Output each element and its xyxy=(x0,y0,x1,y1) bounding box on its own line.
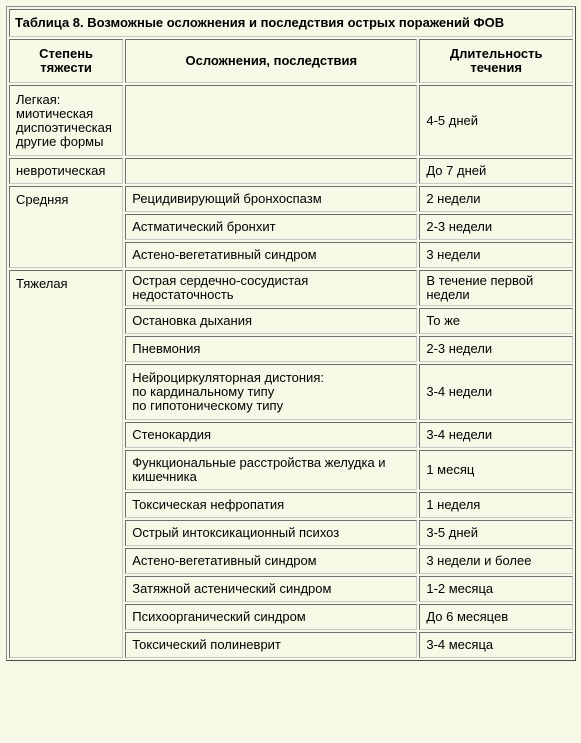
complication-cell xyxy=(125,270,417,306)
table-caption: Таблица 8. Возможные осложнения и последствия острых поражений ФОВ xyxy=(9,9,573,37)
severity-cell-line: другие формы xyxy=(16,133,104,149)
duration-cell-line: В течение первой xyxy=(426,273,534,288)
complication-cell-line: Пневмония xyxy=(132,341,201,356)
duration-cell-line: 2-3 недели xyxy=(426,219,493,234)
severity-cell-line: Средняя xyxy=(16,192,69,207)
complication-cell-line: Стенокардия xyxy=(132,427,212,442)
complication-cell-line: Токсическая нефропатия xyxy=(132,497,285,512)
duration-cell xyxy=(419,422,573,448)
header-duration-line: течения xyxy=(470,60,522,75)
header-complications-line: Осложнения, последствия xyxy=(185,53,358,68)
complication-cell xyxy=(125,422,417,448)
complication-cell xyxy=(125,158,417,184)
complication-cell-line: по гипотоническому типу xyxy=(132,398,284,413)
complication-cell-line: Функциональные расстройства желудка и xyxy=(132,455,386,470)
duration-cell-line: недели xyxy=(426,287,470,302)
severity-cell-line: диспоэтическая xyxy=(16,119,112,135)
severity-cell xyxy=(9,186,123,268)
severity-cell xyxy=(9,270,123,658)
complication-cell xyxy=(125,492,417,518)
duration-cell xyxy=(419,632,573,658)
duration-cell xyxy=(419,492,573,518)
table-row xyxy=(9,158,573,184)
duration-cell-line: То же xyxy=(426,313,461,328)
duration-cell xyxy=(419,548,573,574)
duration-cell-line: 3 недели xyxy=(426,247,481,262)
complication-cell-line: Астматический бронхит xyxy=(132,219,276,234)
duration-cell xyxy=(419,214,573,240)
complication-cell-line: кишечника xyxy=(132,469,197,484)
header-complications xyxy=(125,39,417,83)
duration-cell-line: 3-4 месяца xyxy=(426,637,494,652)
duration-cell xyxy=(419,450,573,490)
table-row xyxy=(9,186,573,212)
complication-cell xyxy=(125,576,417,602)
duration-cell-line: 1 неделя xyxy=(426,497,481,512)
duration-cell xyxy=(419,576,573,602)
header-duration-line: Длительность xyxy=(449,46,543,61)
duration-cell xyxy=(419,158,573,184)
duration-cell xyxy=(419,520,573,546)
complication-cell xyxy=(125,308,417,334)
duration-cell-line: 2-3 недели xyxy=(426,341,493,356)
duration-cell-line: 3-4 недели xyxy=(426,384,493,399)
complication-cell xyxy=(125,520,417,546)
duration-cell xyxy=(419,242,573,268)
complication-cell-line: Остановка дыхания xyxy=(132,313,252,328)
complications-table xyxy=(6,6,576,661)
table-row xyxy=(9,270,573,306)
header-row xyxy=(9,39,573,83)
severity-cell-line: миотическая xyxy=(16,105,94,121)
severity-cell xyxy=(9,85,123,156)
severity-cell-line: Тяжелая xyxy=(16,276,68,291)
complication-cell xyxy=(125,632,417,658)
complication-cell-line: Токсический полиневрит xyxy=(132,637,281,652)
complication-cell xyxy=(125,186,417,212)
complication-cell-line: недостаточность xyxy=(132,287,234,302)
header-duration xyxy=(419,39,573,83)
header-severity-line: тяжести xyxy=(40,60,92,75)
complication-cell-line: Нейроциркуляторная дистония: xyxy=(132,370,324,385)
complication-cell xyxy=(125,364,417,420)
duration-cell-line: 1 месяц xyxy=(426,462,475,477)
duration-cell xyxy=(419,336,573,362)
complication-cell xyxy=(125,214,417,240)
complication-cell-line: Астено-вегетативный синдром xyxy=(132,247,317,262)
header-severity-line: Степень xyxy=(39,46,94,61)
duration-cell xyxy=(419,364,573,420)
duration-cell-line: 2 недели xyxy=(426,191,481,206)
complication-cell-line: Острый интоксикационный психоз xyxy=(132,525,340,540)
duration-cell-line: 3-4 недели xyxy=(426,427,493,442)
duration-cell-line: 3-5 дней xyxy=(426,525,479,540)
duration-cell xyxy=(419,85,573,156)
header-severity xyxy=(9,39,123,83)
complication-cell xyxy=(125,450,417,490)
duration-cell-line: 3 недели и более xyxy=(426,553,532,568)
complication-cell xyxy=(125,242,417,268)
complication-cell-line: по кардинальному типу xyxy=(132,384,275,399)
duration-cell-line: 4-5 дней xyxy=(426,112,479,128)
complication-cell xyxy=(125,85,417,156)
duration-cell-line: До 7 дней xyxy=(426,163,487,178)
duration-cell xyxy=(419,604,573,630)
complication-cell xyxy=(125,548,417,574)
duration-cell xyxy=(419,308,573,334)
complication-cell-line: Астено-вегетативный синдром xyxy=(132,553,317,568)
duration-cell-line: 1-2 месяца xyxy=(426,581,494,596)
complication-cell xyxy=(125,336,417,362)
severity-cell-line: Легкая: xyxy=(16,91,61,107)
complication-cell-line: Рецидивирующий бронхоспазм xyxy=(132,191,322,206)
duration-cell xyxy=(419,270,573,306)
duration-cell xyxy=(419,186,573,212)
complication-cell-line: Острая сердечно-сосудистая xyxy=(132,273,309,288)
severity-cell xyxy=(9,158,123,184)
complication-cell xyxy=(125,604,417,630)
severity-cell-line: невротическая xyxy=(16,163,106,178)
complication-cell-line: Психоорганический синдром xyxy=(132,609,306,624)
complication-cell-line: Затяжной астенический синдром xyxy=(132,581,332,596)
table-row xyxy=(9,85,573,156)
duration-cell-line: До 6 месяцев xyxy=(426,609,509,624)
